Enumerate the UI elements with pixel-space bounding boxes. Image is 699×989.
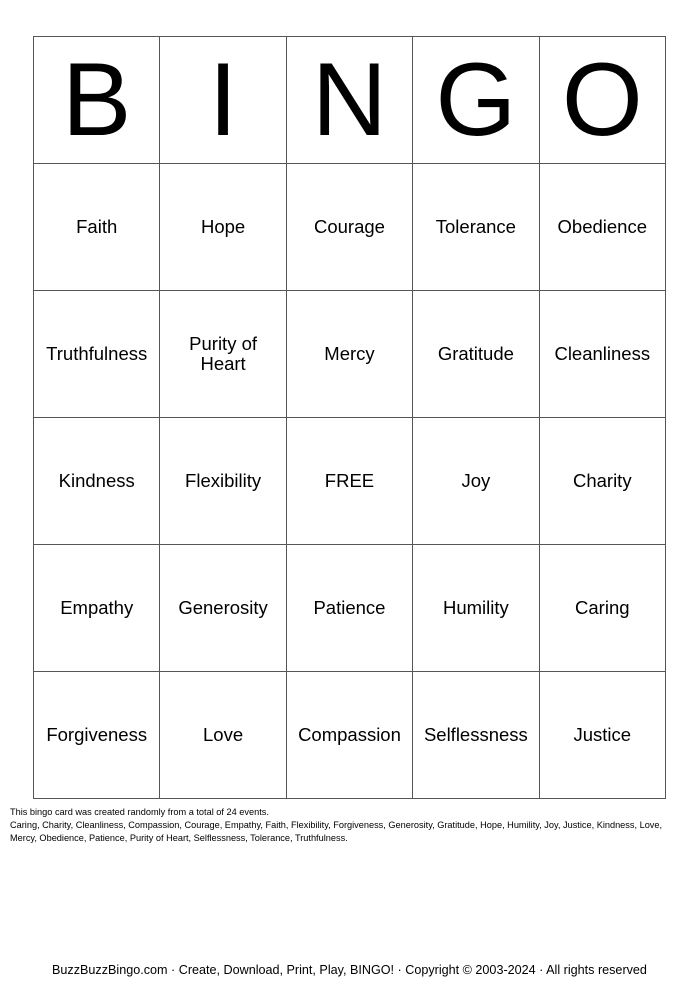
- bingo-cell: Generosity: [160, 545, 286, 672]
- free-space: FREE: [286, 418, 412, 545]
- bingo-cell: Courage: [286, 164, 412, 291]
- bingo-cell: Justice: [539, 672, 665, 799]
- bingo-row: [34, 545, 666, 672]
- bingo-cell: Flexibility: [160, 418, 286, 545]
- bingo-cell: Patience: [286, 545, 412, 672]
- bingo-cell: Caring: [539, 545, 665, 672]
- bingo-header-row: [34, 37, 666, 164]
- bingo-cell: Humility: [413, 545, 539, 672]
- bingo-cell: Empathy: [34, 545, 160, 672]
- header-letter-b: B: [34, 37, 160, 164]
- bingo-cell: Gratitude: [413, 291, 539, 418]
- header-letter-g: G: [413, 37, 539, 164]
- bingo-row: [34, 291, 666, 418]
- header-letter-o: O: [539, 37, 665, 164]
- bingo-cell: Truthfulness: [34, 291, 160, 418]
- bingo-cell: Cleanliness: [539, 291, 665, 418]
- page-footer: BuzzBuzzBingo.com · Create, Download, Print, Play, BINGO! · Copyright © 2003-2024 · All rights reserved: [52, 963, 647, 977]
- bingo-cell: Forgiveness: [34, 672, 160, 799]
- card-note: [10, 806, 690, 845]
- bingo-cell: Tolerance: [413, 164, 539, 291]
- bingo-cell: Selflessness: [413, 672, 539, 799]
- bingo-cell: Kindness: [34, 418, 160, 545]
- note-event-list: Caring, Charity, Cleanliness, Compassion, Courage, Empathy, Faith, Flexibility, Forgiveness, Generosity, Gratitude, Hope, Humility, Joy, Justice, Kindness, Love, Mercy, Obedience, Patience, Purity of Heart, Selflessness, Tolerance, Truthfulness.: [10, 820, 663, 843]
- header-letter-n: N: [286, 37, 412, 164]
- bingo-row: [34, 418, 666, 545]
- bingo-cell: Mercy: [286, 291, 412, 418]
- bingo-cell: Compassion: [286, 672, 412, 799]
- bingo-cell: Obedience: [539, 164, 665, 291]
- bingo-row: [34, 672, 666, 799]
- bingo-row: [34, 164, 666, 291]
- bingo-cell: Faith: [34, 164, 160, 291]
- header-letter-i: I: [160, 37, 286, 164]
- bingo-cell: Purity of Heart: [160, 291, 286, 418]
- bingo-cell: Charity: [539, 418, 665, 545]
- bingo-cell: Joy: [413, 418, 539, 545]
- bingo-cell: Love: [160, 672, 286, 799]
- bingo-cell: Hope: [160, 164, 286, 291]
- bingo-card: [33, 36, 666, 799]
- note-summary: This bingo card was created randomly from a total of 24 events.: [10, 807, 269, 817]
